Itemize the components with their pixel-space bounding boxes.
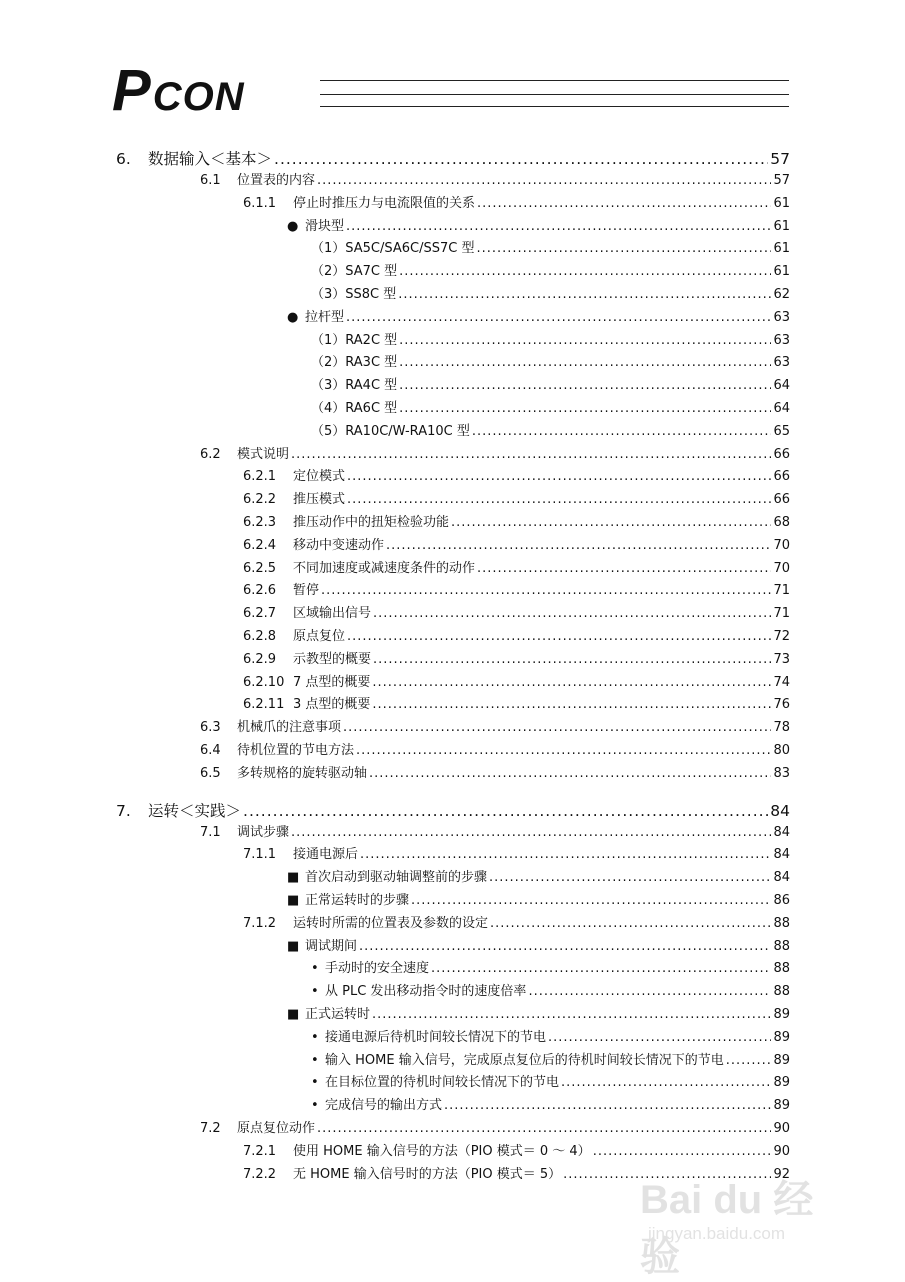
watermark-brand: Bai du 经验 [640,1178,814,1279]
toc-entry[interactable] [287,938,790,956]
toc-entry[interactable] [243,491,790,509]
toc-bullet: • [311,1098,319,1114]
toc-page-number: 61 [773,218,790,234]
toc-page-number: 73 [773,651,790,667]
toc-entry[interactable] [311,354,790,372]
toc-entry-number: 6.2 [200,446,221,462]
toc-page-number: 88 [773,961,790,977]
toc-leader-dots [726,1052,772,1070]
toc-page-number: 64 [773,401,790,416]
toc-entry-number: 7.2 [200,1121,221,1136]
toc-entry[interactable] [311,423,790,441]
toc-bullet: ■ [287,1007,300,1022]
pcon-logo [112,58,245,123]
toc-page-number: 89 [773,1007,790,1022]
toc-entry[interactable] [200,719,790,737]
toc-page-number: 61 [773,241,790,257]
toc-entry-number: 7.2.1 [243,1143,277,1159]
toc-leader-dots [347,628,771,646]
toc-entry-title: 模式说明 [237,446,290,462]
toc-leader-dots [360,846,771,864]
toc-entry-title: （1）RA2C 型 [311,332,398,348]
toc-entry-number: 6.2.8 [243,629,277,644]
toc-entry-title: 不同加速度或减速度条件的动作 [293,560,476,576]
toc-page-number: 65 [773,423,790,439]
toc-page-number: 72 [773,629,790,644]
toc-bullet: • [311,1052,319,1068]
toc-leader-dots [399,332,771,350]
toc-page-number: 76 [773,697,790,713]
toc-entry-title: 推压模式 [293,492,346,508]
toc-entry-title: 停止时推压力与电流限值的关系 [293,195,476,211]
toc-entry-number: 7.1 [200,824,221,840]
toc-entry-number: 6.2.3 [243,515,277,530]
toc-entry-number: 6. [116,150,131,168]
toc-entry-number: 6.2.7 [243,606,277,622]
toc-entry[interactable] [243,651,790,669]
toc-leader-dots [398,286,771,304]
toc-leader-dots [399,400,771,418]
toc-entry-number: 6.2.9 [243,651,277,667]
toc-entry-title: 待机位置的节电方法 [237,743,355,758]
toc-entry-title: 示教型的概要 [293,651,372,667]
logo-con: CON [152,75,245,119]
toc-bullet: • [311,961,319,977]
toc-page-number: 83 [773,765,790,781]
toc-entry[interactable] [243,846,790,864]
toc-entry-title: （5）RA10C/W-RA10C 型 [311,423,470,439]
toc-entry[interactable] [243,696,790,714]
toc-entry-title: 原点复位 [293,629,346,644]
toc-page-number: 66 [773,469,790,485]
toc-bullet: ■ [287,870,300,886]
toc-leader-dots [372,696,771,714]
toc-page-number: 70 [773,537,790,553]
toc-entry[interactable] [243,514,790,532]
toc-entry-title: （2）SA7C 型 [311,264,398,280]
toc-page-number: 78 [773,720,790,736]
toc-leader-dots [399,377,771,395]
toc-leader-dots [346,309,771,327]
toc-entry-title: 在目标位置的待机时间较长情况下的节电 [325,1075,560,1091]
toc-bullet: • [311,984,319,1000]
toc-entry[interactable] [311,263,790,281]
toc-leader-dots [346,218,771,236]
toc-entry[interactable] [200,1120,790,1138]
toc-entry[interactable] [200,742,790,760]
header-rule [320,94,789,95]
toc-entry-title: 调试期间 [305,938,358,954]
toc-leader-dots [528,983,771,1001]
toc-entry-title: 机械爪的注意事项 [237,720,342,736]
toc-bullet: ■ [287,938,300,954]
toc-leader-dots [343,719,771,737]
toc-entry-title: 滑块型 [305,218,345,234]
toc-entry-title: 位置表的内容 [237,173,316,188]
toc-entry[interactable] [311,286,790,304]
toc-leader-dots [373,605,771,623]
toc-entry-title: 从 PLC 发出移动指令时的速度倍率 [325,984,527,1000]
toc-leader-dots [386,537,771,555]
toc-entry[interactable] [200,446,790,464]
toc-leader-dots [490,915,771,933]
toc-entry-number: 6.2.6 [243,583,277,599]
toc-bullet: ● [287,218,299,234]
toc-entry[interactable] [287,309,790,327]
toc-page-number: 57 [770,150,790,168]
toc-leader-dots [347,491,771,509]
toc-entry[interactable] [243,195,790,213]
header-rule [320,80,789,81]
toc-page-number: 89 [773,1029,790,1045]
toc-entry-title: （1）SA5C/SA6C/SS7C 型 [311,241,475,257]
toc-leader-dots [399,263,771,281]
toc-entry-title: 多转规格的旋转驱动轴 [237,765,368,781]
toc-page-number: 57 [773,173,790,188]
toc-page-number: 61 [773,264,790,280]
toc-page-number: 84 [773,847,790,863]
toc-entry[interactable] [243,628,790,646]
baidu-watermark [640,1150,850,1279]
logo-letter-p: P [112,58,149,123]
toc-entry-title: 3 点型的概要 [293,697,371,713]
toc-entry[interactable] [243,605,790,623]
toc-page-number: 64 [773,378,790,394]
toc-page-number: 74 [773,674,790,690]
toc-leader-dots [243,800,768,822]
toc-entry-number: 6.2.4 [243,537,277,553]
toc-entry-title: （3）RA4C 型 [311,378,398,394]
toc-page-number: 89 [773,1098,790,1114]
toc-leader-dots [291,446,771,464]
toc-leader-dots [399,354,771,372]
toc-page-number: 66 [773,492,790,508]
toc-entry[interactable] [243,582,790,600]
toc-entry-title: 数据输入＜基本＞ [148,150,273,168]
toc-leader-dots [489,869,771,887]
toc-leader-dots [451,514,771,532]
toc-entry[interactable] [116,800,790,822]
toc-entry-title: 输入 HOME 输入信号，完成原点复位后的待机时间较长情况下的节电 [325,1052,724,1068]
toc-leader-dots [548,1029,771,1047]
toc-entry[interactable] [243,674,790,692]
toc-entry-title: 调试步骤 [237,824,290,840]
toc-leader-dots [372,674,771,692]
toc-page-number: 84 [773,870,790,886]
toc-leader-dots [359,938,771,956]
toc-leader-dots [347,468,771,486]
toc-entry[interactable] [287,869,790,887]
toc-entry[interactable] [200,824,790,842]
toc-entry[interactable] [311,983,790,1001]
toc-entry-title: 拉杆型 [305,309,345,325]
watermark-url: jingyan.baidu.com [648,1224,786,1243]
toc-page-number: 71 [773,606,790,622]
toc-entry-title: 无 HOME 输入信号时的方法（PIO 模式＝ 5） [293,1166,562,1182]
toc-page-number: 89 [773,1075,790,1091]
toc-entry[interactable] [311,1074,790,1092]
toc-leader-dots [411,892,771,910]
toc-page-number: 71 [773,583,790,599]
toc-entry[interactable] [243,560,790,578]
toc-entry[interactable] [287,1006,790,1024]
toc-leader-dots [356,742,771,760]
toc-entry-title: 区域输出信号 [293,606,372,622]
toc-page-number: 92 [773,1166,790,1182]
toc-leader-dots [373,651,771,669]
toc-entry-number: 7.1.2 [243,915,277,931]
toc-bullet: ● [287,309,299,325]
toc-page-number: 61 [773,195,790,211]
toc-entry-number: 6.5 [200,765,221,781]
toc-leader-dots [477,195,771,213]
toc-page-number: 86 [773,893,790,908]
toc-entry[interactable] [287,892,790,910]
toc-entry[interactable] [311,1029,790,1047]
toc-entry-title: 首次启动到驱动轴调整前的步骤 [305,870,488,886]
toc-entry-number: 6.2.1 [243,469,277,485]
toc-page-number: 88 [773,984,790,1000]
toc-leader-dots [274,148,768,170]
toc-entry-title: （2）RA3C 型 [311,355,398,371]
toc-leader-dots [477,560,771,578]
toc-leader-dots [317,1120,771,1138]
toc-page-number: 84 [773,824,790,840]
toc-leader-dots [321,582,771,600]
toc-leader-dots [561,1074,771,1092]
toc-entry[interactable] [311,960,790,978]
toc-entry[interactable] [243,915,790,933]
toc-entry-title: 推压动作中的扭矩检验功能 [293,515,450,530]
toc-entry-number: 6.2.11 [243,697,285,713]
toc-entry[interactable] [311,240,790,258]
toc-entry-title: （4）RA6C 型 [311,401,398,416]
toc-entry-number: 6.1.1 [243,195,277,211]
toc-page-number: 62 [773,287,790,302]
toc-entry[interactable] [311,400,790,418]
toc-entry-title: 原点复位动作 [237,1121,316,1136]
toc-entry-number: 6.2.2 [243,492,277,508]
toc-entry[interactable] [311,1097,790,1115]
toc-entry-title: 接通电源后 [293,847,359,863]
toc-entry-number: 6.2.10 [243,674,285,690]
toc-entry-title: 暂停 [293,583,320,599]
toc-bullet: • [311,1075,319,1091]
toc-leader-dots [472,423,772,441]
toc-entry[interactable] [311,332,790,350]
toc-entry-title: 手动时的安全速度 [325,961,430,977]
toc-entry-title: 移动中变速动作 [293,537,385,553]
toc-entry-title: （3）SS8C 型 [311,287,397,302]
toc-entry-number: 7.2.2 [243,1166,277,1182]
toc-entry-number: 6.3 [200,720,221,736]
toc-entry-number: 6.1 [200,173,221,188]
toc-entry-title: 正式运转时 [305,1007,371,1022]
toc-entry-title: 运转时所需的位置表及参数的设定 [293,915,489,931]
toc-page-number: 90 [773,1121,790,1136]
toc-leader-dots [431,960,771,978]
toc-entry-number: 6.4 [200,743,221,758]
toc-entry[interactable] [116,148,790,170]
toc-entry-title: 定位模式 [293,469,346,485]
toc-page-number: 66 [773,446,790,462]
toc-leader-dots [444,1097,771,1115]
toc-leader-dots [369,765,771,783]
toc-page-number: 70 [773,560,790,576]
toc-entry[interactable] [311,1052,790,1070]
toc-entry[interactable] [200,765,790,783]
toc-entry[interactable] [200,172,790,190]
toc-page-number: 89 [773,1052,790,1068]
toc-leader-dots [291,824,771,842]
toc-leader-dots [372,1006,771,1024]
toc-leader-dots [317,172,771,190]
toc-entry-title: 完成信号的输出方式 [325,1098,443,1114]
toc-bullet: ■ [287,893,300,908]
toc-page-number: 80 [773,743,790,758]
toc-entry-title: 运转＜实践＞ [148,801,242,820]
toc-leader-dots [476,240,771,258]
toc-page-number: 63 [773,332,790,348]
toc-entry-title: 正常运转时的步骤 [305,893,410,908]
toc-entry-title: 接通电源后待机时间较长情况下的节电 [325,1029,547,1045]
toc-entry-number: 6.2.5 [243,560,277,576]
toc-page-number: 88 [773,915,790,931]
toc-entry-number: 7. [116,801,131,820]
toc-page-number: 84 [770,801,790,820]
toc-page-number: 63 [773,355,790,371]
toc-page-number: 90 [773,1143,790,1159]
toc-entry[interactable] [311,377,790,395]
toc-entry-title: 7 点型的概要 [293,674,371,690]
toc-bullet: • [311,1029,319,1045]
toc-entry[interactable] [287,218,790,236]
toc-page-number: 63 [773,309,790,325]
toc-page-number: 88 [773,938,790,954]
toc-page-number: 68 [773,515,790,530]
toc-entry[interactable] [243,537,790,555]
toc-entry-title: 使用 HOME 输入信号的方法（PIO 模式＝ 0 ～ 4） [293,1143,591,1159]
toc-entry[interactable] [243,468,790,486]
header-rule [320,106,789,107]
toc-entry-number: 7.1.1 [243,847,277,863]
